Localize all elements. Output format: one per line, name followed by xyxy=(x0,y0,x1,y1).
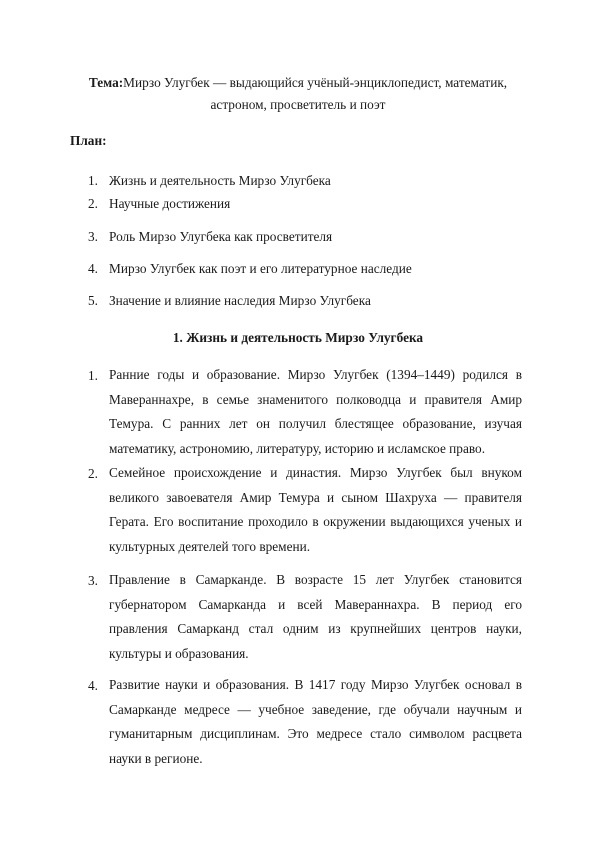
section-item-text: Развитие науки и образования. В 1417 году Мирзо Улугбек основал в Самарканде медресе — учебное заведение, где обучали научным и гуманитарным дисциплинам. Это медресе стало символом расцвета науки в регионе. xyxy=(109,677,522,766)
section-item-text: Правление в Самарканде. В возрасте 15 лет Улугбек становится губернатором Самарканда и всей Мавераннахра. В период его правления Самарканд стал одним из крупнейших центров науки, культуры и образования. xyxy=(109,572,522,661)
plan-item-text: Жизнь и деятельность Мирзо Улугбека xyxy=(109,173,331,188)
section-item-number: 2. xyxy=(88,466,98,481)
plan-item-text: Значение и влияние наследия Мирзо Улугбека xyxy=(109,293,371,308)
plan-item-number: 4. xyxy=(88,261,98,276)
plan-item-text: Научные достижения xyxy=(109,196,231,211)
plan-item-number: 3. xyxy=(88,229,98,244)
plan-heading: План: xyxy=(70,133,107,148)
topic-label: Тема: xyxy=(88,75,124,90)
plan-item-number: 2. xyxy=(88,196,98,211)
section-heading: 1. Жизнь и деятельность Мирзо Улугбека xyxy=(172,330,424,345)
topic-text: Мирзо Улугбек — выдающийся учёный-энциклопедист, математик, астроном, просветитель и поэт xyxy=(123,75,508,112)
section-item-text: Ранние годы и образование. Мирзо Улугбек (1394–1449) родился в Мавераннахре, в семье знаменитого полководца и правителя Амир Темура. С ранних лет он получил блестящее образование, изучая математику, астрономию, литературу, историю и исламское право. xyxy=(109,367,522,456)
plan-item-text: Роль Мирзо Улугбека как просветителя xyxy=(109,229,333,244)
plan-item-number: 1. xyxy=(88,173,98,188)
section-item-number: 4. xyxy=(88,678,98,693)
plan-item-text: Мирзо Улугбек как поэт и его литературное наследие xyxy=(109,261,412,276)
topic-line xyxy=(70,72,526,116)
section-item-number: 3. xyxy=(88,573,98,588)
section-item-number: 1. xyxy=(88,368,98,383)
plan-item-number: 5. xyxy=(88,293,98,308)
section-item-text: Семейное происхождение и династия. Мирзо Улугбек был внуком великого завоевателя Амир Темура и сыном Шахруха — правителя Герата. Его воспитание проходило в окружении выдающихся ученых и культурных деятелей того времени. xyxy=(109,465,522,554)
